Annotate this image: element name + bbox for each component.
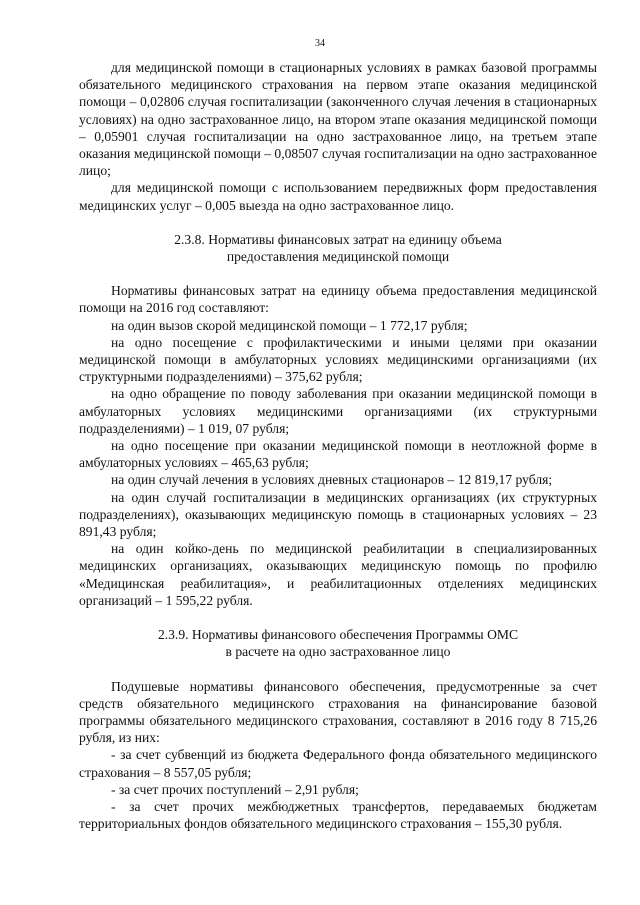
section-heading-line: предоставления медицинской помощи xyxy=(226,249,450,265)
paragraph: для медицинской помощи в стационарных условиях в рамках базовой программы обязательного медицинского страхования на первом этапе оказания медицинской помощи – 0,02806 случая госпитализации (законченного случая лечения в стационарных условиях) на одно застрахованное лицо, на втором этапе оказания медицинской помощи – 0,05901 случая госпитализации на одно застрахованное лицо, на третьем этапе оказания медицинской помощи – 0,08507 случая госпитализации на одно застрахованное лицо; xyxy=(79,60,597,179)
paragraph: на одно обращение по поводу заболевания при оказании медицинской помощи в амбулаторных условиях медицинскими организациями (их структурными подразделениями) – 1 019, 07 рубля; xyxy=(79,386,597,436)
paragraph: - за счет прочих межбюджетных трансфертов, передаваемых бюджетам территориальных фондов обязательного медицинского страхования – 155,30 рубля. xyxy=(79,798,597,832)
paragraph: на один вызов скорой медицинской помощи – 1 772,17 рубля; xyxy=(111,317,468,333)
paragraph: на один койко-день по медицинской реабилитации в специализированных медицинских организациях, оказывающих медицинскую помощь по профилю «Медицинская реабилитация», и реабилитационных отделениях медицинских организаций – 1 595,22 рубля. xyxy=(79,541,597,608)
page-number: 34 xyxy=(315,38,325,49)
document-body xyxy=(79,59,597,832)
paragraph: Нормативы финансовых затрат на единицу объема предоставления медицинской помощи на 2016 год составляют: xyxy=(79,283,597,316)
paragraph: для медицинской помощи с использованием передвижных форм предоставления медицинских услуг – 0,005 выезда на одно застрахованное лицо. xyxy=(79,180,597,213)
paragraph: - за счет прочих поступлений – 2,91 рубля; xyxy=(111,781,359,797)
section-heading-line: в расчете на одно застрахованное лицо xyxy=(225,644,451,660)
section-heading-line: 2.3.9. Нормативы финансового обеспечения Программы ОМС xyxy=(157,627,519,643)
paragraph: на один случай лечения в условиях дневных стационаров – 12 819,17 рубля; xyxy=(111,472,553,488)
paragraph: на одно посещение при оказании медицинской помощи в неотложной форме в амбулаторных условиях – 465,63 рубля; xyxy=(79,438,597,471)
paragraph: на один случай госпитализации в медицинских организациях (их структурных подразделениях), оказывающих медицинскую помощь в стационарных условиях – 23 891,43 рубля; xyxy=(79,489,597,540)
section-heading-line: 2.3.8. Нормативы финансовых затрат на единицу объема xyxy=(174,231,502,247)
paragraph: - за счет субвенций из бюджета Федерального фонда обязательного медицинского страхования – 8 557,05 рубля; xyxy=(79,747,597,780)
paragraph: Подушевые нормативы финансового обеспечения, предусмотренные за счет средств обязательного медицинского страхования на финансирование базовой программы обязательного медицинского страхования, составляют в 2016 году 8 715,26 рубля, из них: xyxy=(79,678,597,746)
paragraph: на одно посещение с профилактическими и иными целями при оказании медицинской помощи в амбулаторных условиях медицинскими организациями (их структурными подразделениями) – 375,62 рубля; xyxy=(79,334,597,385)
